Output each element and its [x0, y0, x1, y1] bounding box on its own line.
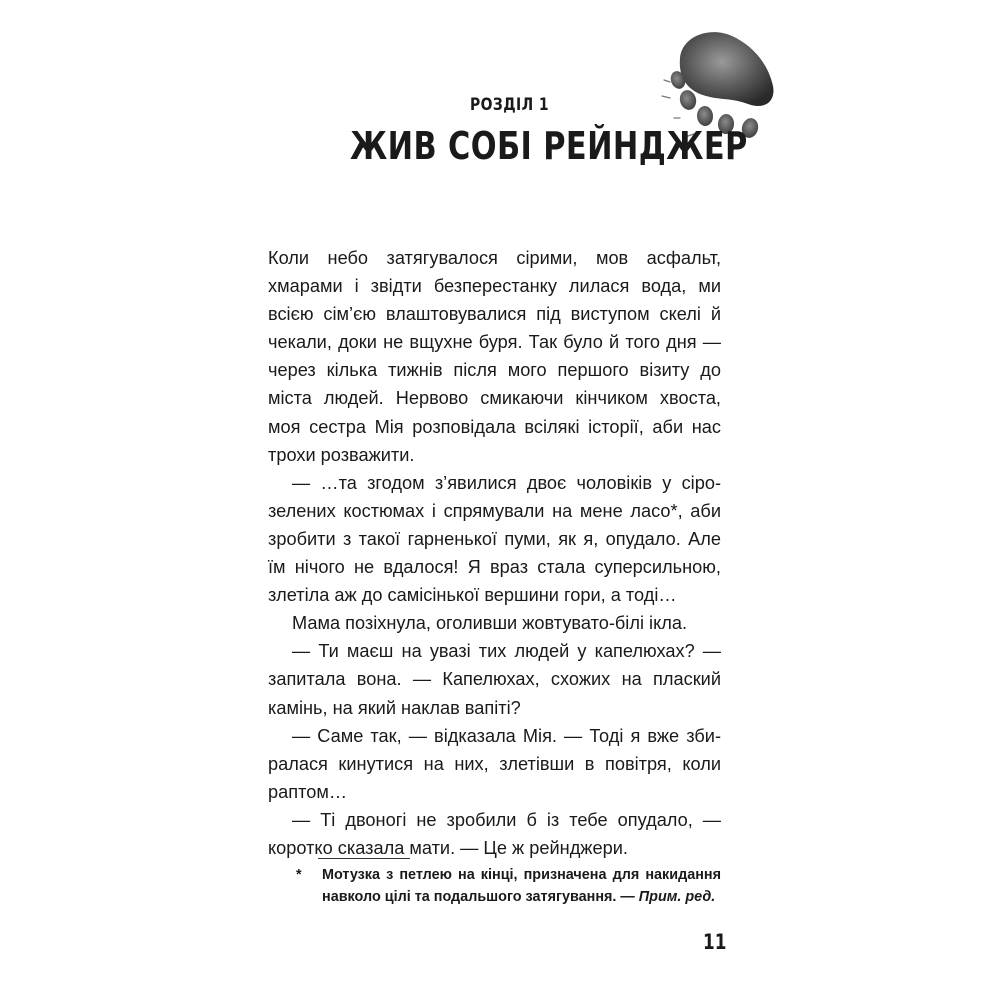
footnote-divider [318, 858, 410, 859]
footnote-text-block [296, 864, 721, 908]
body-text [268, 244, 721, 862]
footnote [296, 864, 721, 908]
page-number: 11 [703, 930, 727, 954]
footnote-mark: * [296, 867, 302, 883]
chapter-label: РОЗДІЛ 1 [470, 95, 549, 115]
paragraph: — …та згодом з’явилися двоє чоловіків у сірозелених костюмах і спрямували на мене ласо*, аби зробити з такої гарненької пуми, як я, опудало. Але їм нічого не вдалося! Я враз стала суперсильною, злетіла аж до самісінької вершини гори, а тоді… [268, 472, 721, 606]
chapter-title: ЖИВ СОБІ РЕЙНДЖЕР [350, 124, 748, 168]
paragraph: Коли небо затягувалося сірими, мов асфальт, хмарами і звідти безперестанку лилася вода, ми всією сім’єю влаштовувалися під виступом скелі й чекали, доки не вщухне буря. Так було й того дня — через кілька тижнів після мого першого візиту до міста людей. Нервово смикаючи кінчиком хвоста, моя сестра Мія розповідала всілякі історії, аби нас трохи розважити. [268, 248, 721, 465]
footnote-editor-note: Прим. ред. [638, 889, 716, 905]
paragraph: — Саме так, — відказала Мія. — Тоді я вже збиралася кинутися на них, злетівши в повітря, коли раптом… [268, 725, 721, 802]
paragraph: — Ти маєш на увазі тих людей у капелюхах? — запитала вона. — Капелюхах, схожих на плаский камінь, на який наклав вапіті? [268, 641, 721, 718]
paragraph: Мама позіхнула, оголивши жовтувато-білі ікла. [292, 613, 688, 634]
paragraph: — Ті двоногі не зробили б із тебе опудало, — коротко сказала мати. — Це ж рейнджери. [268, 809, 721, 858]
footnote-text: Мотузка з петлею на кінці, призначена для накидання навколо цілі та подальшого затягування. — [322, 867, 721, 905]
